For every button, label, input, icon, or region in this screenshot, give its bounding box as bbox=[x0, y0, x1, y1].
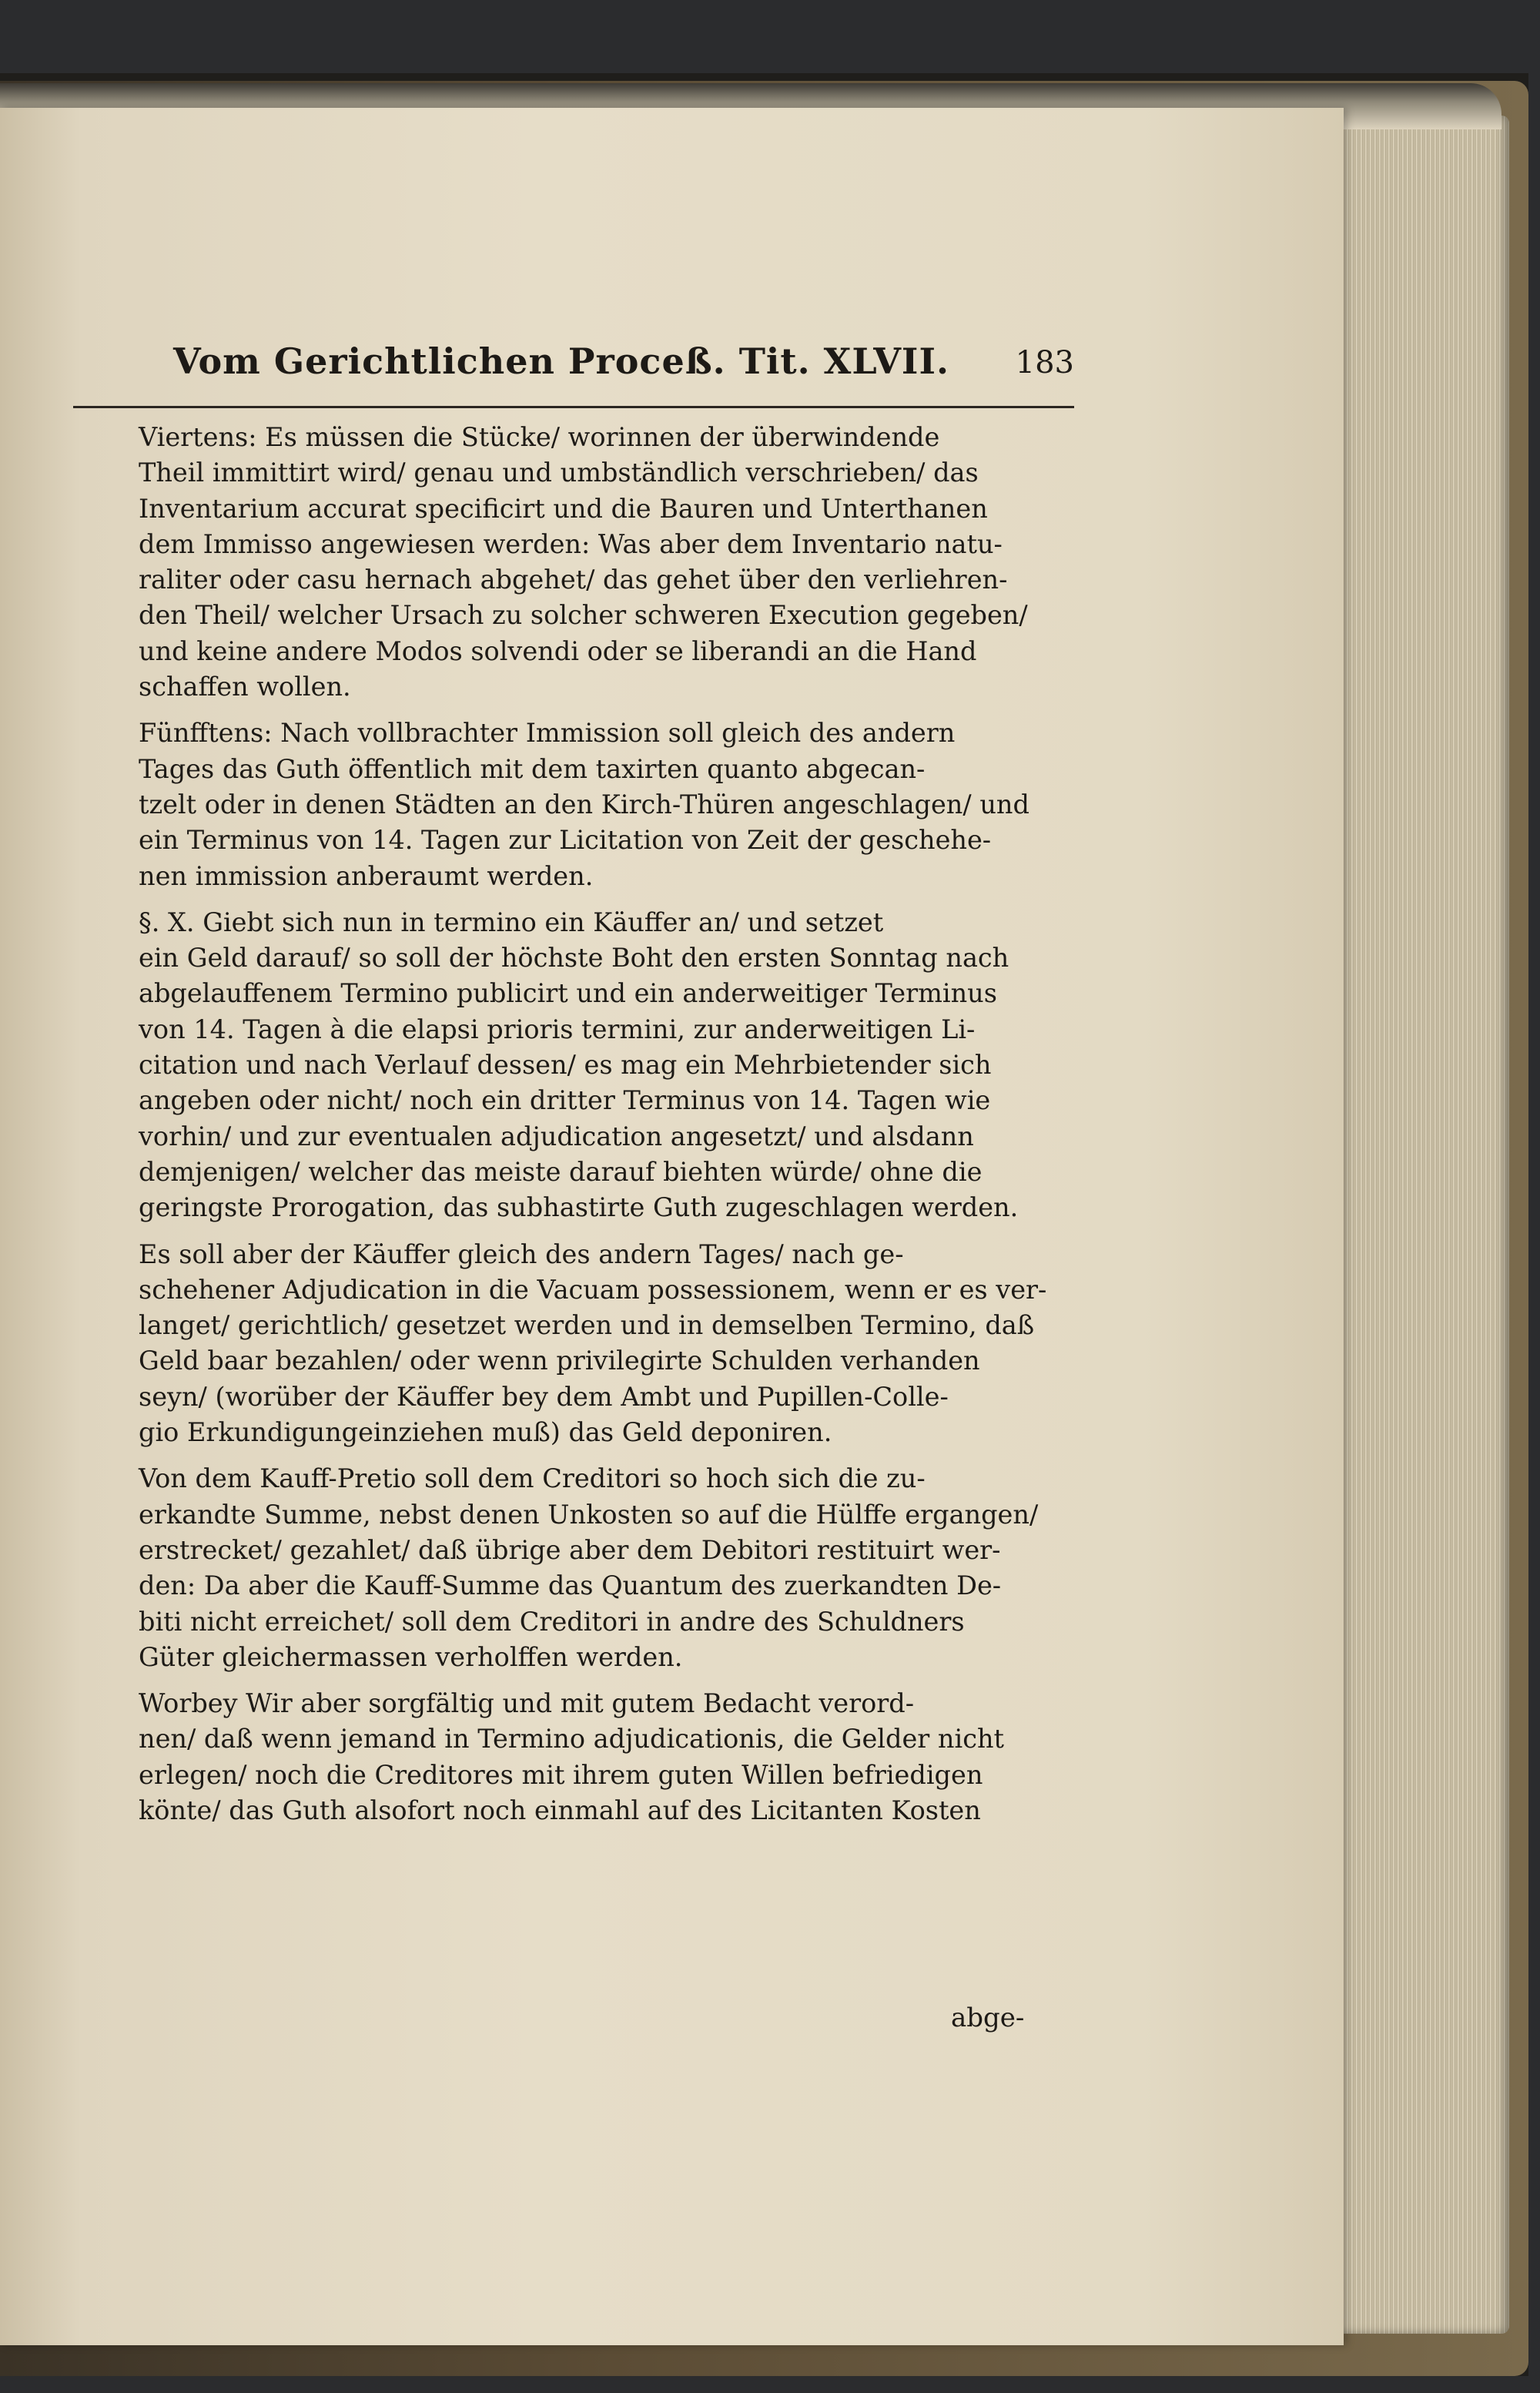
text-line: ein Geld darauf/ so soll der höchste Boht den ersten Sonntag nach bbox=[139, 943, 1009, 974]
page-edges bbox=[1317, 116, 1509, 2334]
text-line: erstrecket/ gezahlet/ daß übrige aber dem Debitori restituirt wer- bbox=[139, 1534, 1001, 1565]
text-line: langet/ gerichtlich/ gesetzet werden und in demselben Termino, daß bbox=[139, 1310, 1035, 1341]
text-line: demjenigen/ welcher das meiste darauf biehten würde/ ohne die bbox=[139, 1156, 983, 1187]
page-header bbox=[173, 340, 1074, 402]
text-line: Theil immittirt wird/ genau und umbständlich verschrieben/ das bbox=[139, 457, 979, 488]
text-line: könte/ das Guth alsofort noch einmahl auf des Licitanten Kosten bbox=[139, 1795, 981, 1825]
text-line: erlegen/ noch die Creditores mit ihrem guten Willen befriedigen bbox=[139, 1759, 983, 1790]
text-line: geringste Prorogation, das subhastirte Guth zugeschlagen werden. bbox=[139, 1192, 1019, 1223]
text-line: citation und nach Verlauf dessen/ es mag ein Mehrbietender sich bbox=[139, 1050, 992, 1081]
text-line: Inventarium accurat specificirt und die Bauren und Unterthanen bbox=[139, 493, 988, 524]
text-line: Güter gleichermassen verholffen werden. bbox=[139, 1641, 683, 1672]
text-line: Worbey Wir aber sorgfältig und mit gutem Bedacht verord- bbox=[139, 1688, 915, 1719]
text-line: abgelauffenem Termino publicirt und ein anderweitiger Terminus bbox=[139, 978, 997, 1009]
text-line: angeben oder nicht/ noch ein dritter Terminus von 14. Tagen wie bbox=[139, 1085, 991, 1116]
text-line: schaffen wollen. bbox=[139, 672, 351, 702]
text-line: tzelt oder in denen Städten an den Kirch-Thüren angeschlagen/ und bbox=[139, 789, 1029, 819]
text-line: den Theil/ welcher Ursach zu solcher schweren Execution gegeben/ bbox=[139, 600, 1028, 631]
text-line: raliter oder casu hernach abgehet/ das gehet über den verliehren- bbox=[139, 565, 1008, 595]
running-title: Vom Gerichtlichen Proceß. Tit. XLVII. bbox=[173, 340, 949, 382]
paragraph bbox=[68, 1686, 1069, 1828]
catchword: abge- bbox=[951, 2003, 1025, 2033]
text-line: ein Terminus von 14. Tagen zur Licitation von Zeit der geschehe- bbox=[139, 825, 992, 856]
text-line: Tages das Guth öffentlich mit dem taxirten quanto abgecan- bbox=[139, 753, 926, 784]
text-line: dem Immisso angewiesen werden: Was aber dem Inventario natu- bbox=[139, 528, 1003, 559]
paragraph bbox=[68, 420, 1069, 705]
text-line: vorhin/ und zur eventualen adjudication angesetzt/ und alsdann bbox=[139, 1121, 974, 1151]
text-line: Geld baar bezahlen/ oder wenn privilegirte Schulden verhanden bbox=[139, 1346, 980, 1376]
paragraph bbox=[68, 716, 1069, 893]
paragraph bbox=[68, 1461, 1069, 1675]
text-line: Viertens: Es müssen die Stücke/ worinnen der überwindende bbox=[139, 422, 940, 452]
text-line: den: Da aber die Kauff-Summe das Quantum des zuerkandten De- bbox=[139, 1570, 1002, 1601]
paragraph bbox=[68, 905, 1069, 1226]
text-line: erkandte Summe, nebst denen Unkosten so auf die Hülffe ergangen/ bbox=[139, 1499, 1039, 1530]
text-line: von 14. Tagen à die elapsi prioris termini, zur anderweitigen Li- bbox=[139, 1014, 976, 1044]
header-rule bbox=[73, 406, 1074, 408]
text-line: Es soll aber der Käuffer gleich des andern Tages/ nach ge- bbox=[139, 1238, 904, 1269]
text-line: §. X. Giebt sich nun in termino ein Käuffer an/ und setzet bbox=[139, 907, 884, 937]
text-line: Von dem Kauff-Pretio soll dem Creditori so hoch sich die zu- bbox=[139, 1463, 926, 1494]
body-text bbox=[68, 420, 1069, 1828]
text-line: nen/ daß wenn jemand in Termino adjudicationis, die Gelder nicht bbox=[139, 1724, 1005, 1755]
text-line: biti nicht erreichet/ soll dem Creditori in andre des Schuldners bbox=[139, 1606, 965, 1637]
text-line: gio Erkundigungeinziehen muß) das Geld deponiren. bbox=[139, 1417, 832, 1448]
text-line: Fünfftens: Nach vollbrachter Immission soll gleich des andern bbox=[139, 718, 956, 749]
page-number: 183 bbox=[1015, 345, 1074, 380]
text-line: schehener Adjudication in die Vacuam possessionem, wenn er es ver- bbox=[139, 1274, 1047, 1305]
paragraph bbox=[68, 1237, 1069, 1451]
text-line: seyn/ (worüber der Käuffer bey dem Ambt und Pupillen-Colle- bbox=[139, 1381, 949, 1412]
text-line: nen immission anberaumt werden. bbox=[139, 860, 594, 891]
text-line: und keine andere Modos solvendi oder se liberandi an die Hand bbox=[139, 635, 977, 666]
